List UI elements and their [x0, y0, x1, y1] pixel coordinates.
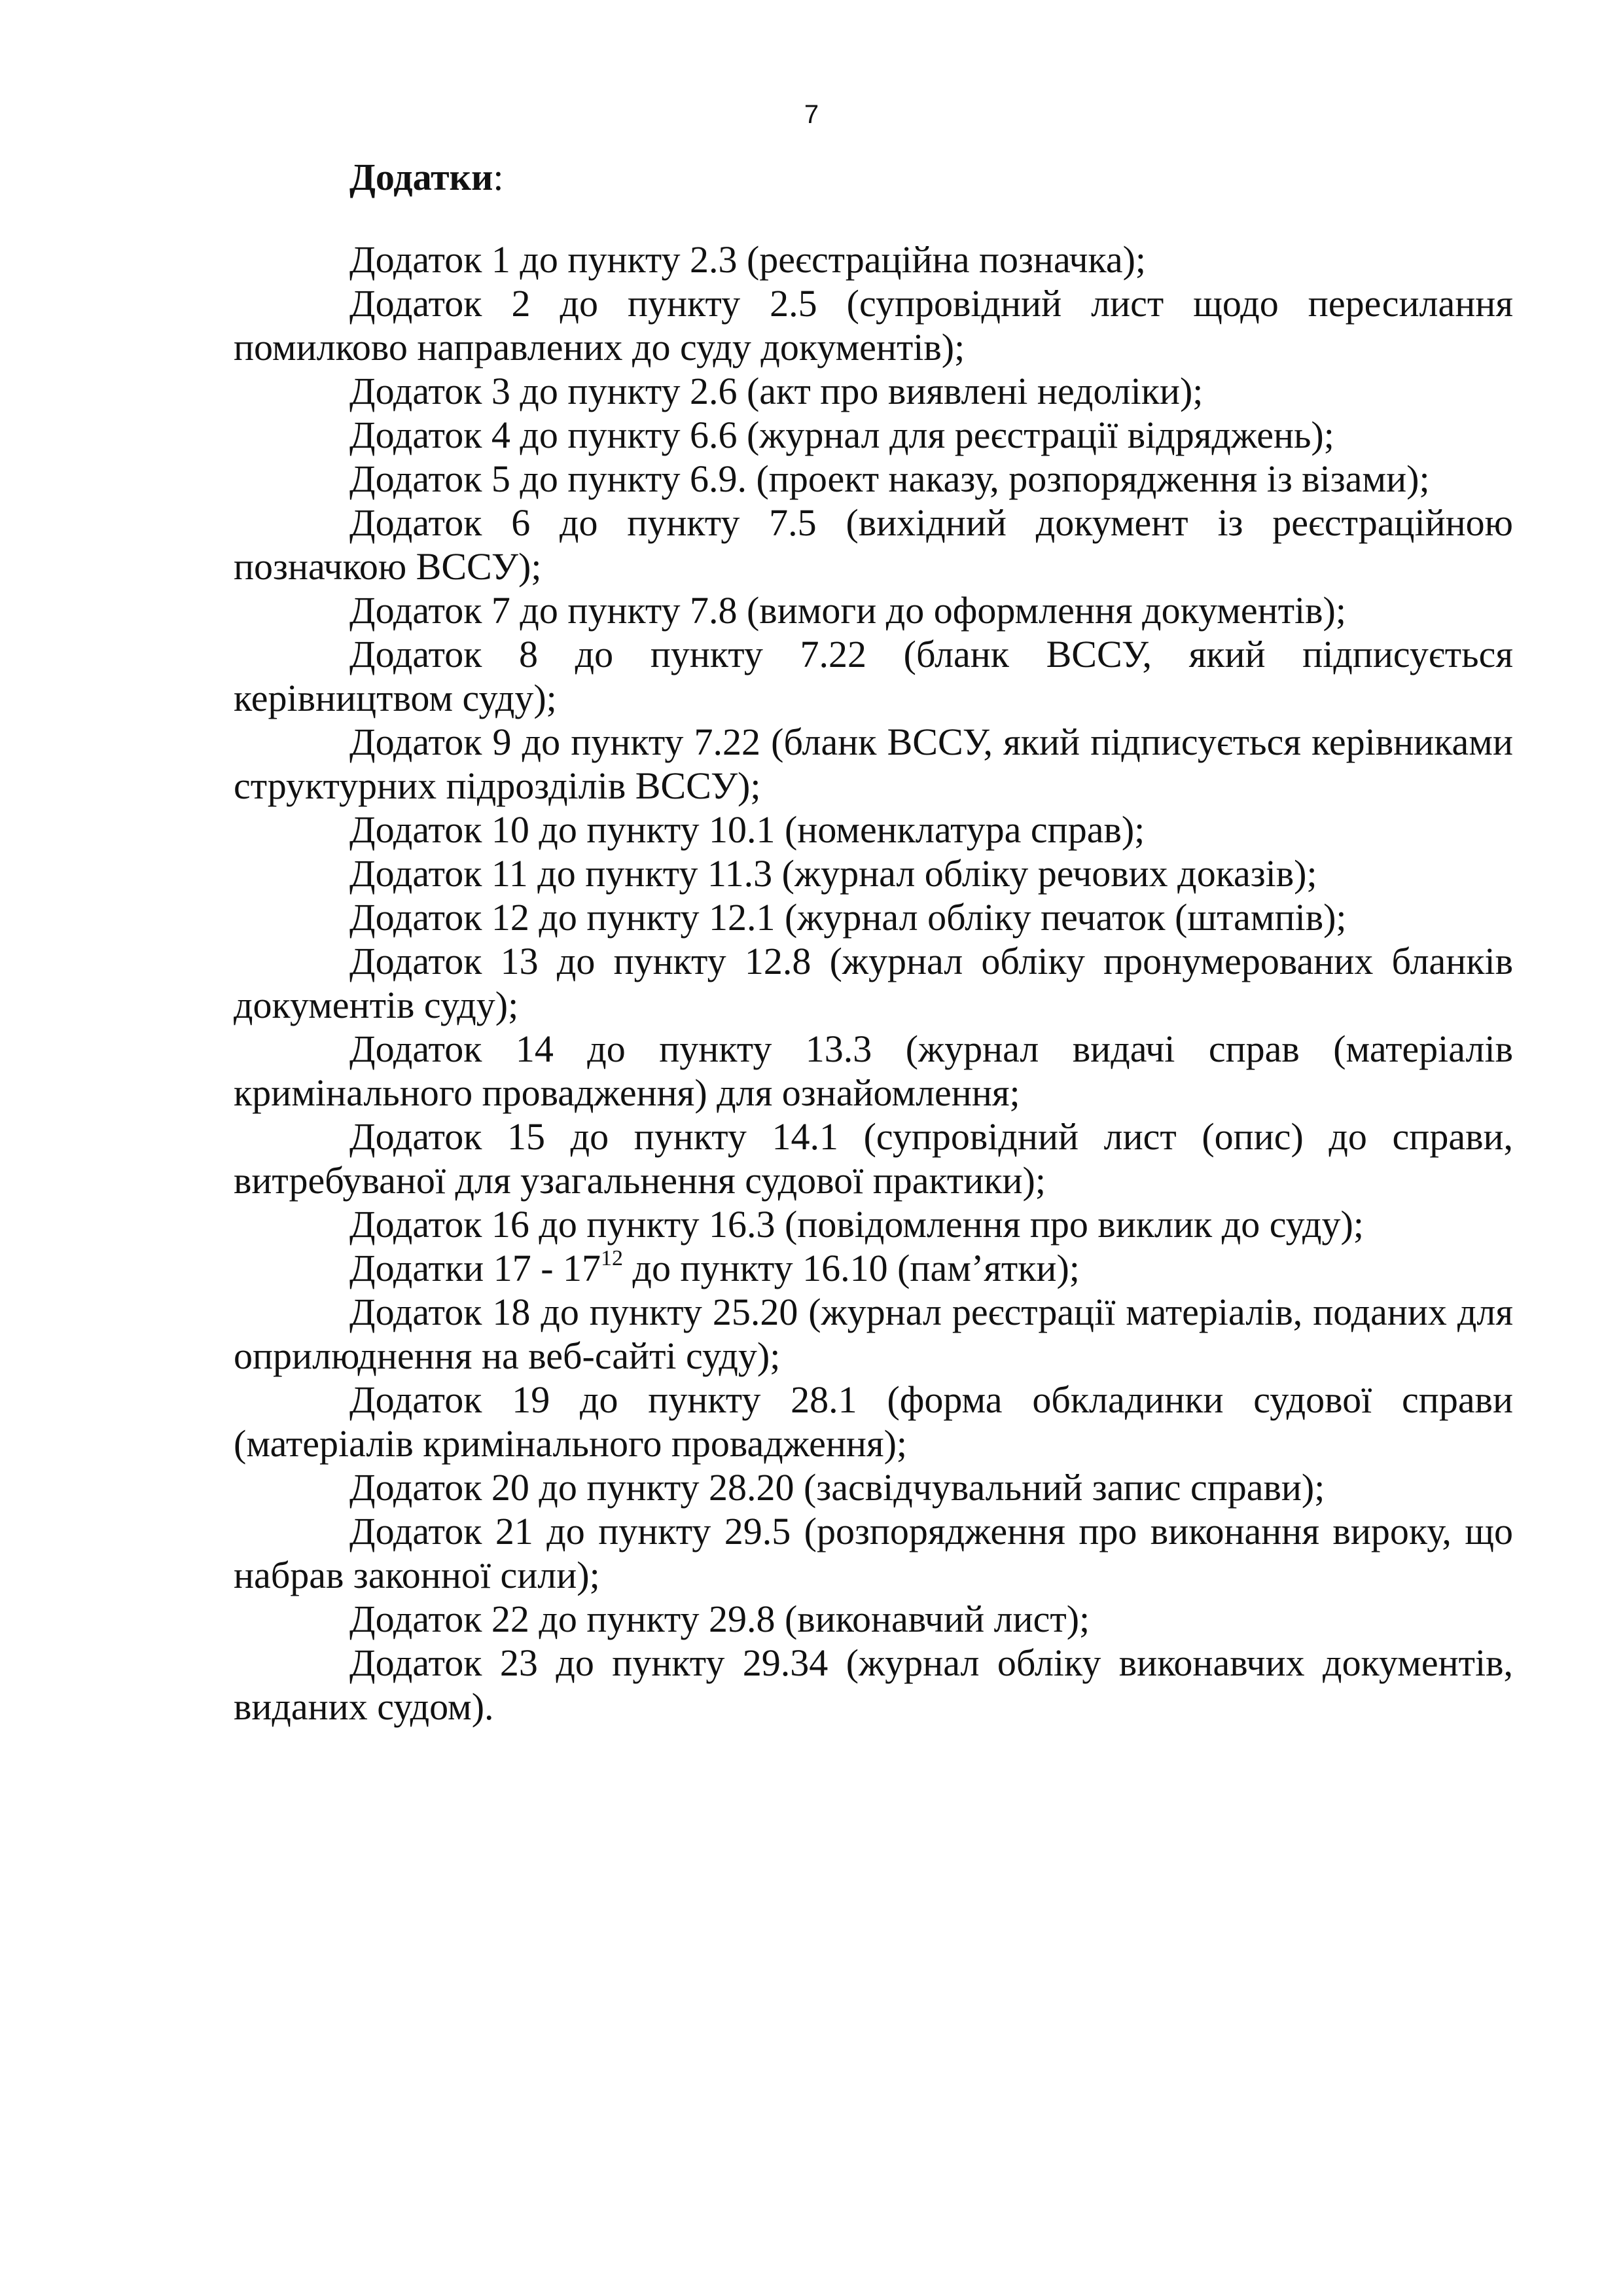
appendix-entry: Додаток 3 до пункту 2.6 (акт про виявлені недоліки);: [349, 370, 1204, 412]
appendix-entry: Додаток 8 до пункту 7.22 (бланк ВССУ, який підписується керівництвом суду);: [234, 633, 1513, 719]
page-number: 7: [804, 100, 819, 129]
appendix-entry: Додаток 14 до пункту 13.3 (журнал видачі справ (матеріалів кримінального провадження) для ознайомлення;: [234, 1028, 1513, 1114]
appendix-entry-range: [234, 1246, 1513, 1290]
appendix-entry: Додаток 21 до пункту 29.5 (розпорядження про виконання вироку, що набрав законної сили);: [234, 1510, 1513, 1596]
appendix-entry: Додаток 22 до пункту 29.8 (виконавчий лист);: [349, 1598, 1090, 1640]
appendix-list: [234, 238, 1513, 1729]
appendix-entry: Додаток 23 до пункту 29.34 (журнал обліку виконавчих документів, виданих судом).: [234, 1641, 1513, 1728]
appendix-entry: Додаток 10 до пункту 10.1 (номенклатура справ);: [349, 808, 1145, 851]
appendix-range-superscript: 12: [601, 1246, 624, 1270]
appendix-entry: Додаток 1 до пункту 2.3 (реєстраційна позначка);: [349, 238, 1147, 281]
appendix-entry: Додаток 5 до пункту 6.9. (проект наказу, розпорядження із візами);: [349, 457, 1430, 500]
appendix-entry: Додаток 20 до пункту 28.20 (засвідчувальний запис справи);: [349, 1466, 1325, 1509]
appendix-entry: Додаток 15 до пункту 14.1 (супровідний лист (опис) до справи, витребуваної для узагальнення судової практики);: [234, 1115, 1513, 1202]
page-heading: [349, 154, 504, 200]
heading-colon: :: [493, 156, 504, 198]
appendix-range-start: Додатки 17 - 17: [349, 1247, 601, 1289]
appendix-entry: Додаток 18 до пункту 25.20 (журнал реєстрації матеріалів, поданих для оприлюднення на веб-сайті суду);: [234, 1291, 1513, 1377]
appendix-entry: Додаток 16 до пункту 16.3 (повідомлення про виклик до суду);: [349, 1203, 1364, 1246]
appendix-entry: Додаток 11 до пункту 11.3 (журнал обліку речових доказів);: [349, 852, 1317, 895]
appendix-entry: Додаток 13 до пункту 12.8 (журнал обліку пронумерованих бланків документів суду);: [234, 940, 1513, 1026]
appendix-entry: Додаток 9 до пункту 7.22 (бланк ВССУ, який підписується керівниками структурних підрозділів ВССУ);: [234, 721, 1513, 807]
appendix-entry: Додаток 4 до пункту 6.6 (журнал для реєстрації відряджень);: [349, 414, 1334, 456]
appendix-entry: Додаток 6 до пункту 7.5 (вихідний документ із реєстраційною позначкою ВССУ);: [234, 501, 1513, 588]
appendix-entry: Додаток 2 до пункту 2.5 (супровідний лист щодо пересилання помилково направлених до суду документів);: [234, 282, 1513, 368]
appendix-range-end: до пункту 16.10 (пам’ятки);: [623, 1247, 1080, 1289]
appendix-entry: Додаток 12 до пункту 12.1 (журнал обліку печаток (штампів);: [349, 896, 1347, 939]
appendix-entry: Додаток 19 до пункту 28.1 (форма обкладинки судової справи (матеріалів кримінального провадження);: [234, 1378, 1513, 1465]
appendix-entry: Додаток 7 до пункту 7.8 (вимоги до оформлення документів);: [349, 589, 1346, 632]
heading-title: Додатки: [349, 156, 493, 198]
